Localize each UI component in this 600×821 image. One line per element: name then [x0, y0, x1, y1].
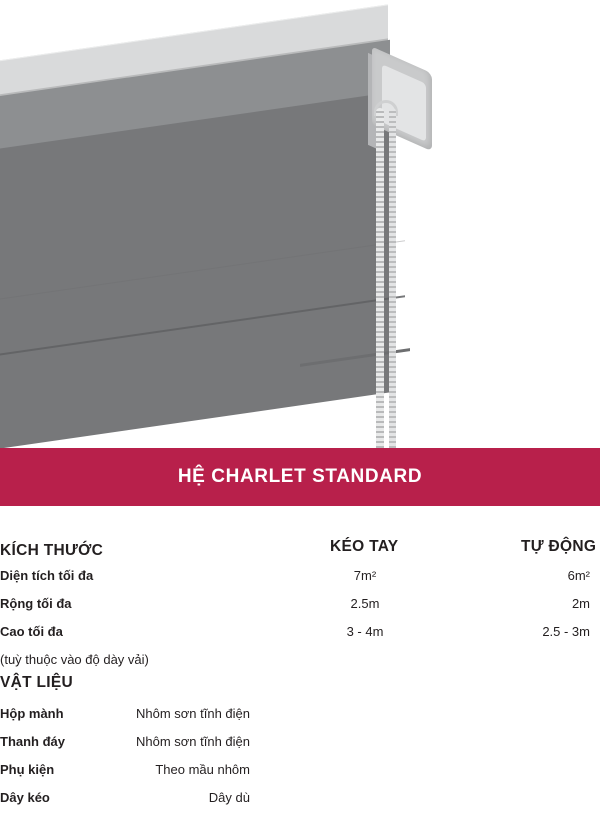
column-header-motor: TỰ ĐỘNG — [521, 538, 597, 555]
table-row: Rộng tối đa — [0, 596, 72, 611]
spec-section — [0, 506, 600, 805]
product-title: HỆ CHARLET STANDARD — [177, 466, 423, 487]
column-header-manual: KÉO TAY — [330, 538, 399, 555]
materials-section-title: VẬT LIỆU — [0, 674, 74, 691]
dimensions-table — [0, 526, 600, 805]
list-item-value: Nhôm sơn tĩnh điện — [135, 734, 250, 749]
bead-chain-left — [376, 108, 384, 448]
table-cell-motor: 2m — [571, 596, 590, 611]
list-item-value: Theo mầu nhôm — [155, 762, 250, 777]
table-row: Diện tích tối đa — [0, 568, 94, 583]
list-item: Phụ kiện — [0, 762, 55, 777]
table-cell-manual: 2.5m — [350, 596, 380, 611]
bead-chain-right — [389, 108, 396, 448]
title-banner — [0, 448, 600, 506]
table-row: Cao tối đa — [0, 624, 63, 639]
table-cell-motor: 6m² — [567, 568, 590, 583]
table-cell-motor: 2.5 - 3m — [542, 624, 590, 639]
list-item: Thanh đáy — [0, 734, 66, 749]
dimensions-section-title: KÍCH THƯỚC — [0, 542, 104, 559]
list-item: Hộp mành — [0, 706, 64, 721]
list-item-value: Nhôm sơn tĩnh điện — [135, 706, 250, 721]
list-item: Dây kéo — [0, 790, 50, 805]
dimensions-note: (tuỳ thuộc vào độ dày vải) — [0, 652, 149, 667]
table-cell-manual: 7m² — [353, 568, 377, 583]
list-item-value: Dây dù — [208, 790, 250, 805]
table-cell-manual: 3 - 4m — [346, 624, 384, 639]
